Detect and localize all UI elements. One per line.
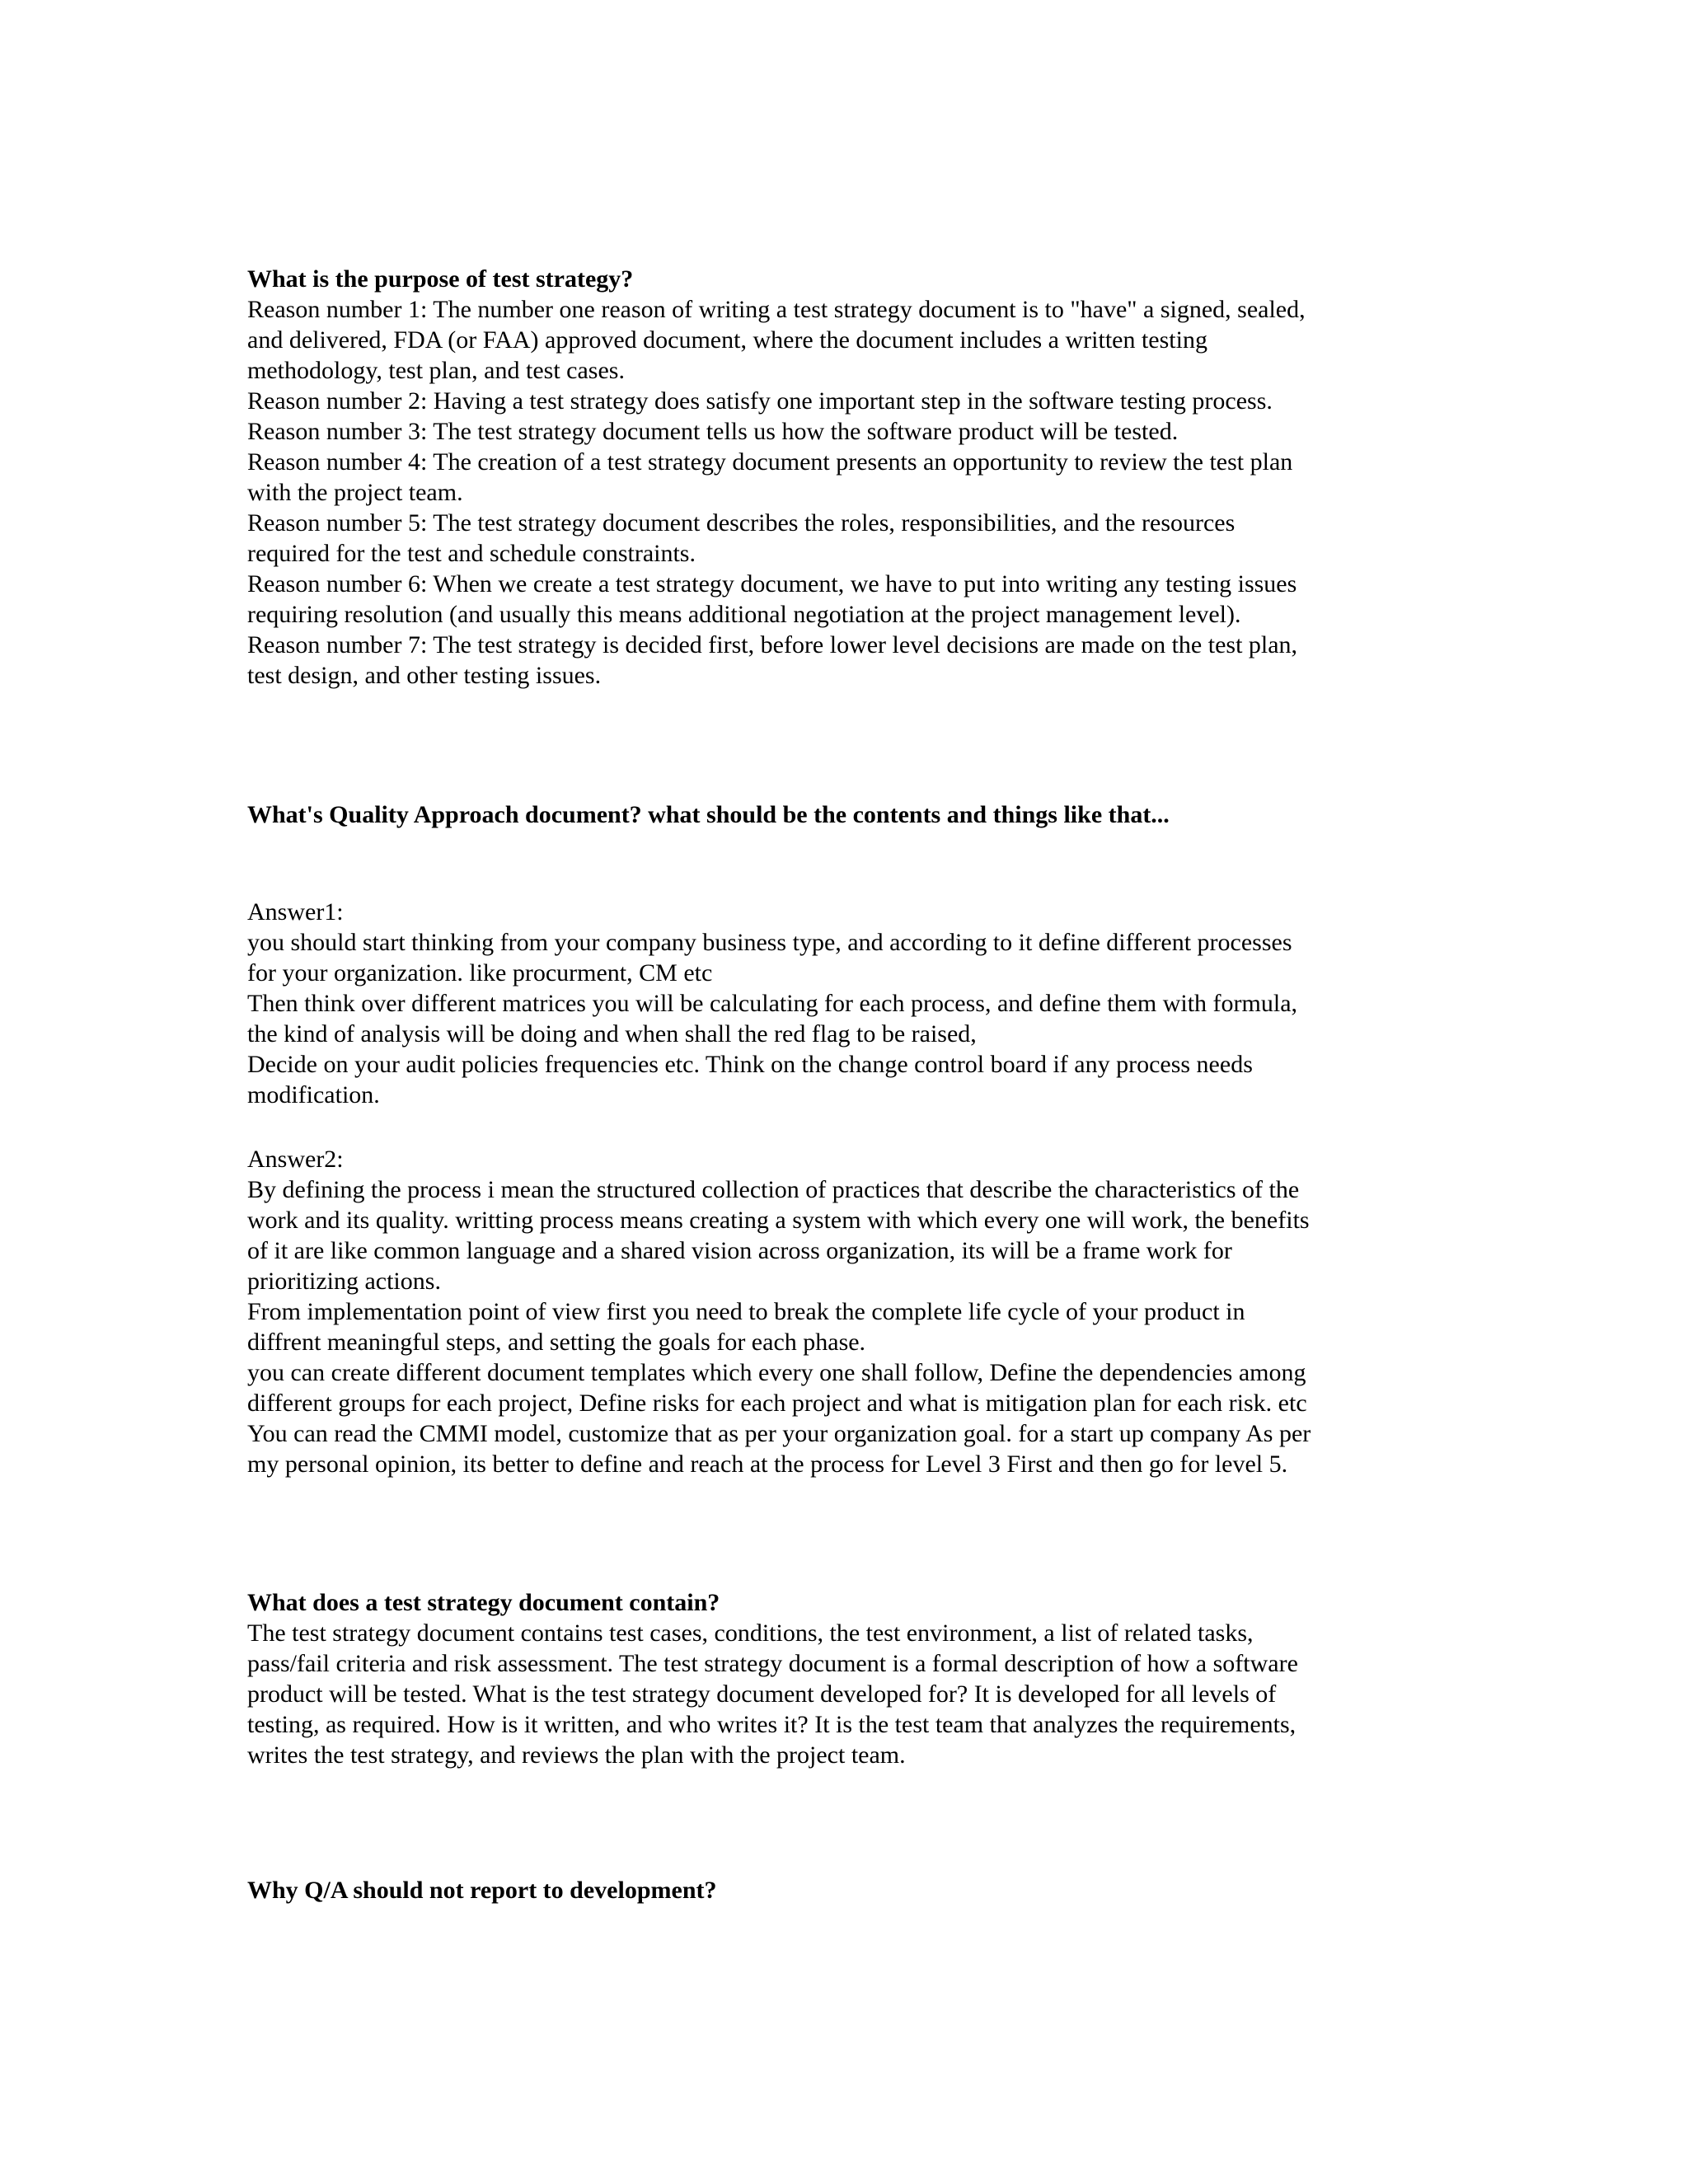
text-line: product will be tested. What is the test strategy document developed for? It is developed for all levels of bbox=[247, 1680, 1277, 1708]
heading-quality-approach: What's Quality Approach document? what should be the contents and things like that... bbox=[247, 801, 1170, 828]
section-answer1 bbox=[247, 897, 1451, 1110]
section-test-strategy-purpose bbox=[247, 264, 1451, 691]
text-line: different groups for each project, Define risks for each project and what is mitigation plan for each risk. etc bbox=[247, 1390, 1307, 1417]
text-line: writes the test strategy, and reviews the plan with the project team. bbox=[247, 1741, 906, 1769]
section-test-strategy-contents bbox=[247, 1587, 1451, 1770]
text-line: Reason number 6: When we create a test strategy document, we have to put into writing any testing issues bbox=[247, 570, 1297, 598]
section-qa-reporting bbox=[247, 1875, 1451, 1905]
section-answer2 bbox=[247, 1144, 1451, 1479]
text-line: Reason number 4: The creation of a test strategy document presents an opportunity to review the test plan bbox=[247, 448, 1293, 476]
heading-test-strategy-purpose: What is the purpose of test strategy? bbox=[247, 265, 634, 293]
heading-qa-reporting: Why Q/A should not report to development? bbox=[247, 1877, 717, 1904]
text-line: Reason number 1: The number one reason of writing a test strategy document is to "have" a signed, sealed, bbox=[247, 296, 1306, 323]
text-line: Reason number 7: The test strategy is decided first, before lower level decisions are made on the test plan, bbox=[247, 631, 1298, 658]
text-line: diffrent meaningful steps, and setting the goals for each phase. bbox=[247, 1329, 866, 1356]
text-line: of it are like common language and a shared vision across organization, its will be a frame work for bbox=[247, 1237, 1232, 1264]
text-line: required for the test and schedule constraints. bbox=[247, 540, 696, 567]
text-line: the kind of analysis will be doing and when shall the red flag to be raised, bbox=[247, 1020, 977, 1047]
text-line: for your organization. like procurment, CM etc bbox=[247, 959, 713, 987]
text-line: requiring resolution (and usually this means additional negotiation at the project management level). bbox=[247, 601, 1241, 628]
text-line: prioritizing actions. bbox=[247, 1268, 441, 1295]
text-line: my personal opinion, its better to define and reach at the process for Level 3 First and then go for level 5. bbox=[247, 1451, 1288, 1478]
text-line: with the project team. bbox=[247, 479, 463, 506]
answer-label: Answer2: bbox=[247, 1146, 344, 1173]
text-line: work and its quality. writting process means creating a system with which every one will work, the benefits bbox=[247, 1207, 1310, 1234]
text-line: pass/fail criteria and risk assessment. The test strategy document is a formal description of how a software bbox=[247, 1650, 1298, 1677]
text-line: and delivered, FDA (or FAA) approved document, where the document includes a written testing bbox=[247, 326, 1207, 354]
section-quality-approach bbox=[247, 799, 1451, 830]
text-line: Then think over different matrices you will be calculating for each process, and define them with formula, bbox=[247, 990, 1298, 1017]
text-line: Decide on your audit policies frequencies etc. Think on the change control board if any process needs bbox=[247, 1051, 1253, 1078]
text-line: test design, and other testing issues. bbox=[247, 662, 602, 689]
text-line: methodology, test plan, and test cases. bbox=[247, 357, 625, 384]
text-line: Reason number 5: The test strategy document describes the roles, responsibilities, and the resources bbox=[247, 509, 1236, 537]
text-line: testing, as required. How is it written, and who writes it? It is the test team that analyzes the requirements, bbox=[247, 1711, 1296, 1738]
heading-test-strategy-contents: What does a test strategy document contain? bbox=[247, 1589, 720, 1616]
text-line: Reason number 2: Having a test strategy does satisfy one important step in the software testing process. bbox=[247, 387, 1273, 415]
text-line: The test strategy document contains test cases, conditions, the test environment, a list of related tasks, bbox=[247, 1619, 1254, 1647]
text-line: you can create different document templates which every one shall follow, Define the dependencies among bbox=[247, 1359, 1306, 1386]
text-line: By defining the process i mean the structured collection of practices that describe the characteristics of the bbox=[247, 1176, 1300, 1203]
text-line: modification. bbox=[247, 1081, 380, 1108]
text-line: Reason number 3: The test strategy document tells us how the software product will be tested. bbox=[247, 418, 1179, 445]
text-line: You can read the CMMI model, customize that as per your organization goal. for a start up company As per bbox=[247, 1420, 1311, 1447]
text-line: you should start thinking from your company business type, and according to it define different processes bbox=[247, 929, 1292, 956]
answer-label: Answer1: bbox=[247, 898, 344, 926]
text-line: From implementation point of view first you need to break the complete life cycle of your product in bbox=[247, 1298, 1245, 1325]
